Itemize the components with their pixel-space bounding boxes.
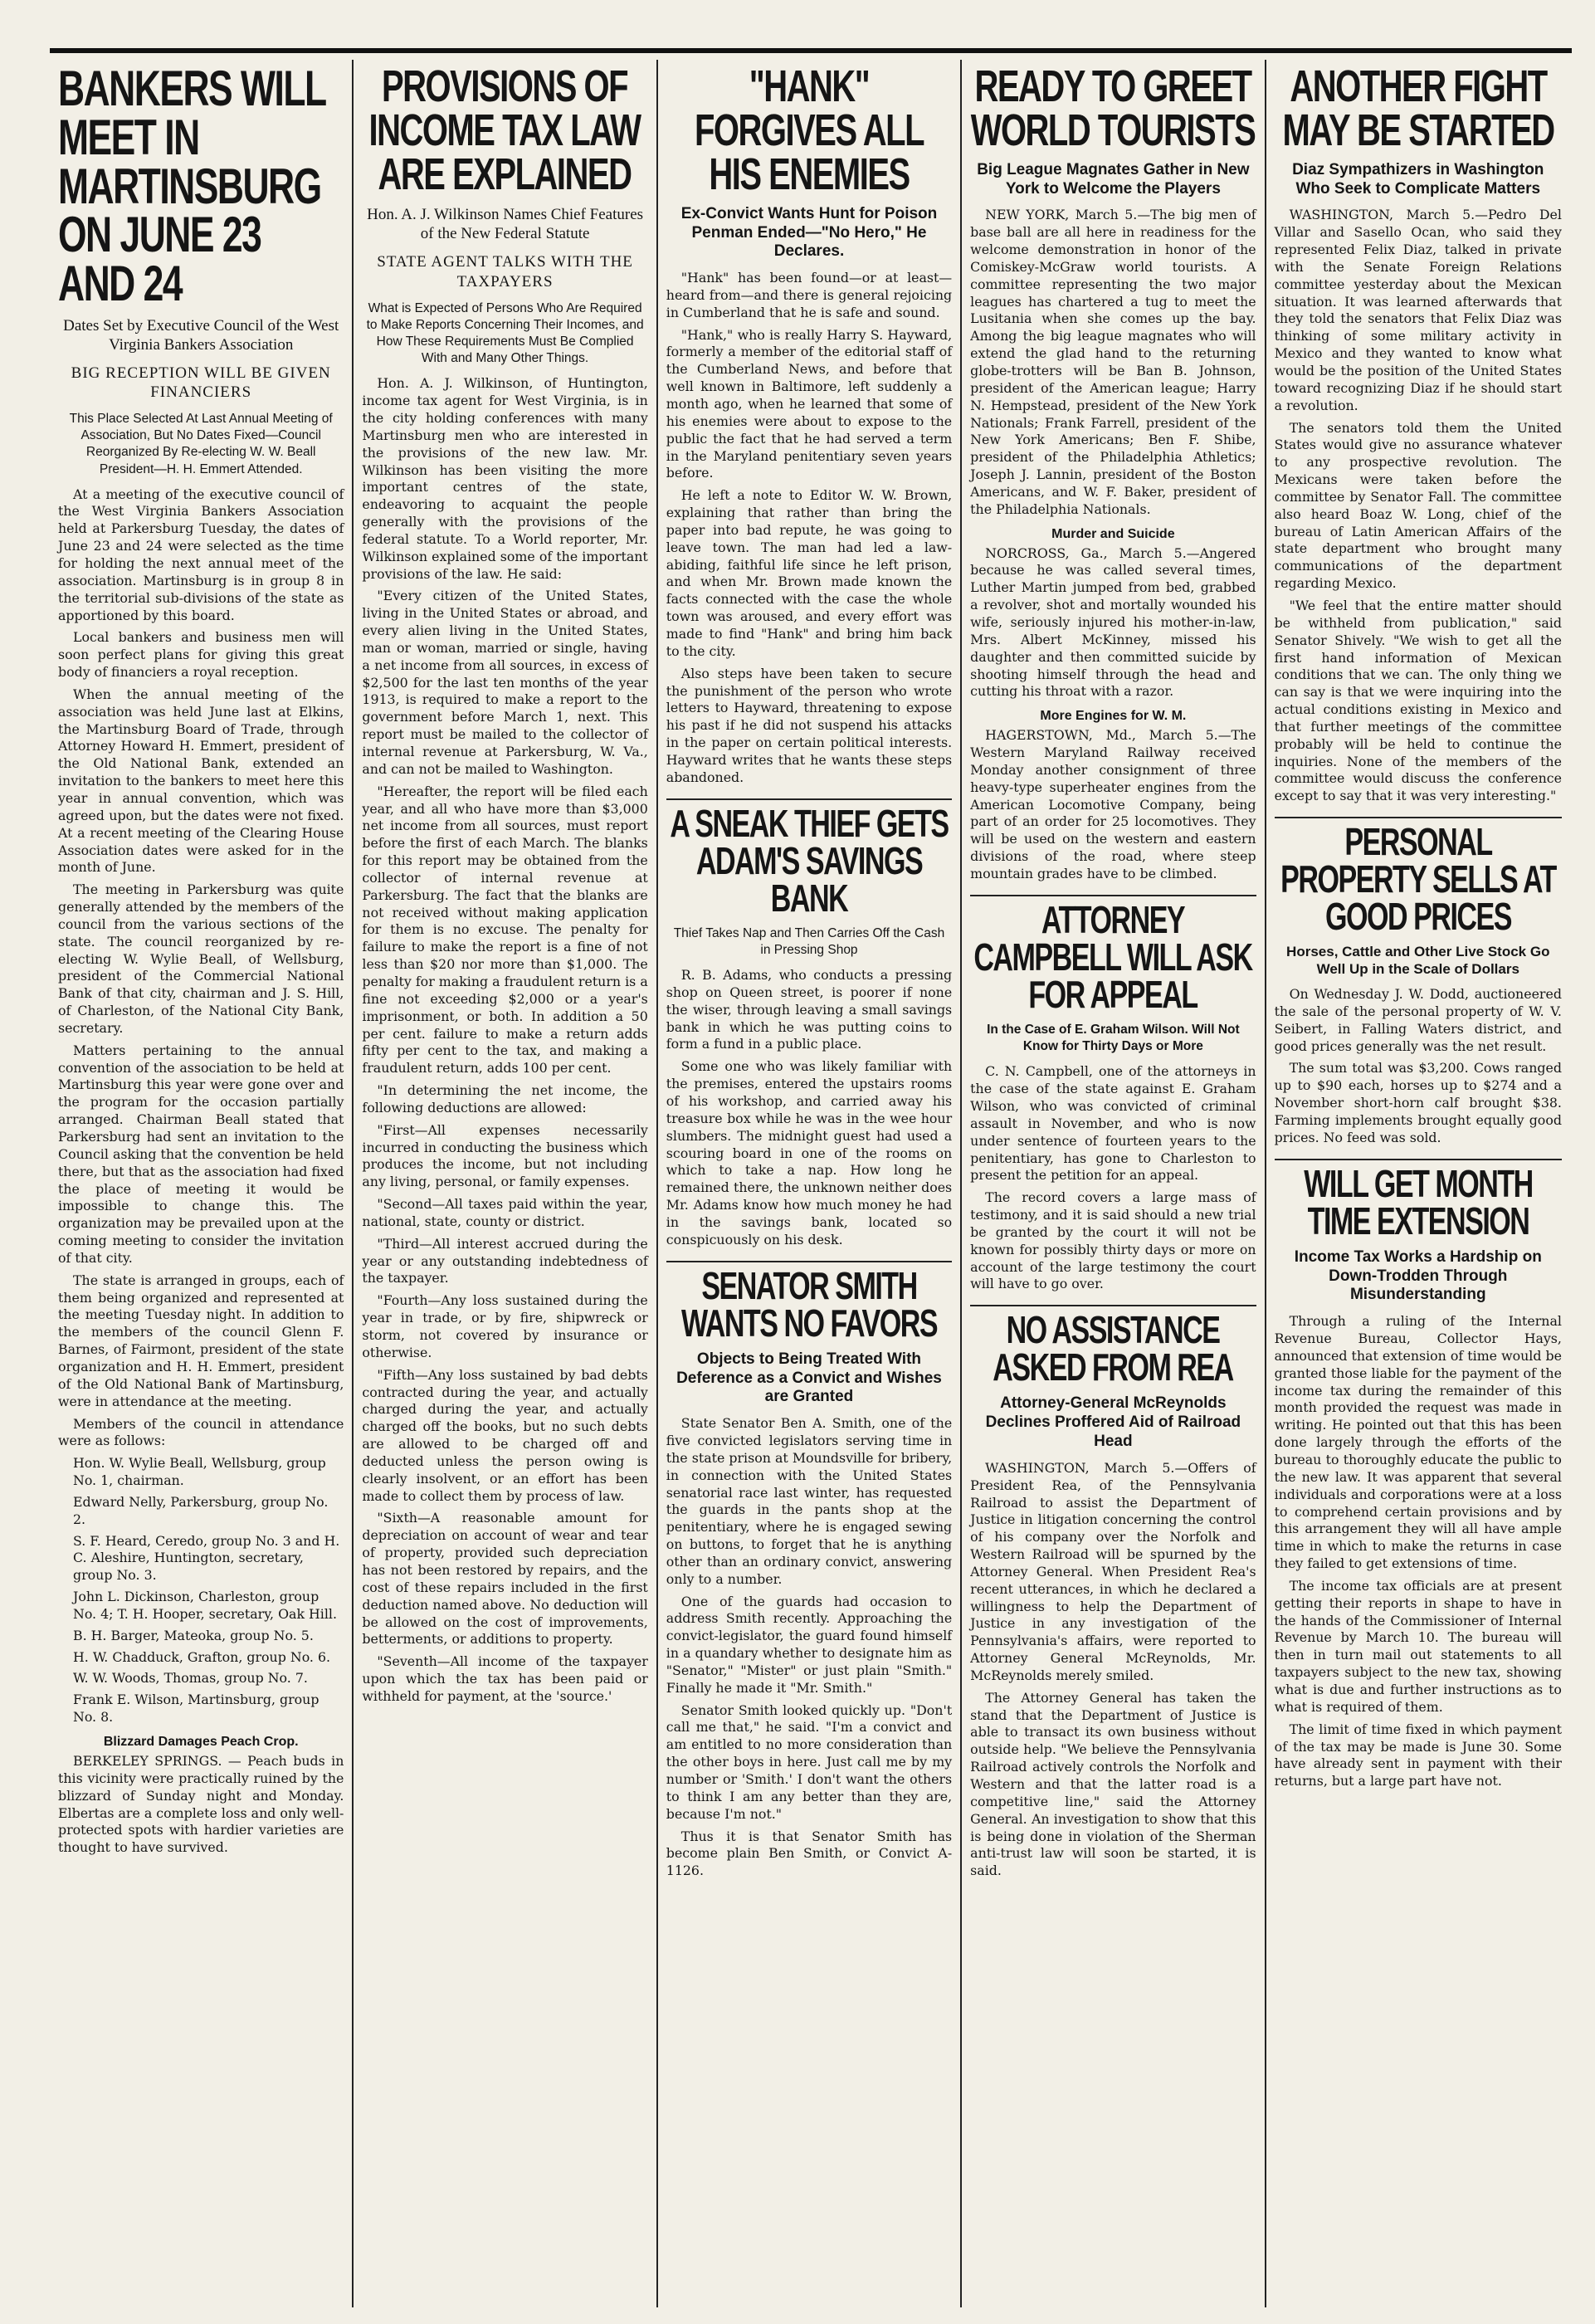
paragraph: Members of the council in attendance were as follows:: [58, 1415, 344, 1449]
paragraph: "Fifth—Any loss sustained by bad debts contracted during the year, and actually charged during the year, and actually charged off the books, but no such debts are allowed to be charged off and deducted unless the person owing is clearly insolvent, or an effort has been made to collect them by process of law.: [362, 1366, 648, 1504]
lede-bankers: This Place Selected At Last Annual Meeting of Association, But No Dates Fixed—Council Reorganized By Re-electing W. W. Beall President—H. H. Emmert Attended.: [69, 412, 333, 476]
lede-attorney-campbell: In the Case of E. Graham Wilson. Will Not Know for Thirty Days or More: [987, 1023, 1240, 1054]
columns: [50, 60, 1570, 2307]
paragraph: The Attorney General has taken the stand that the Department of Justice is able to transact its own business without outside help. "We believe the Pennsylvania Railroad actively controls the Norfolk and Western and that the latter road is a competitive line," said the Attorney General. An investigation to show that this is being done in violation of the Sherman anti-trust law will soon be started, it is said.: [970, 1689, 1256, 1879]
headline-no-assistance: NO ASSISTANCE ASKED FROM REA: [993, 1308, 1233, 1389]
column-4: [962, 60, 1266, 2307]
paragraph: Hon. A. J. Wilkinson, of Huntington, income tax agent for West Virginia, is in the city holding conferences with many Martinsburg men who are interested in the provisions of the new law. Mr. Wilkinson has been visiting the more important centres of the state, endeavoring to acquaint the people generally with the provisions of the federal statute. To a World reporter, Mr. Wilkinson explained some of the important provisions of the law. He said:: [362, 375, 648, 582]
deck-hank: Ex-Convict Wants Hunt for Poison Penman Ended—"No Hero," He Declares.: [680, 204, 938, 261]
subdeck-bankers: BIG RECEPTION WILL BE GIVEN FINANCIERS: [71, 364, 331, 402]
paragraph: "Hank," who is really Harry S. Hayward, formerly a member of the editorial staff of the Cumberland News, and before that well known in Baltimore, left suddenly a month ago, when he learned that some of his enemies were about to expose to the public the fact that he had served a term in the Maryland penitentiary seven years before.: [666, 326, 953, 481]
column-1: [50, 60, 354, 2307]
paragraph: The sum total was $3,200. Cows ranged up to $90 each, horses up to $274 and a November short-horn calf brought $38. Farming implements brought equally good prices. No feed was sold.: [1274, 1060, 1562, 1145]
paragraph: "Second—All taxes paid within the year, national, state, county or district.: [362, 1196, 648, 1229]
paragraph: The income tax officials are at present getting their reports in shape to have in the hands of the Commissioner of Internal Revenue by March 10. The bureau will then in turn mail out statements to all taxpayers subject to the new tax, showing what is due and further instructions as to what is required of them.: [1274, 1577, 1562, 1715]
paragraph: State Senator Ben A. Smith, one of the five convicted legislators serving time in the state prison at Moundsville for bribery, in connection with the United States senatorial race last winter, has requested the guards in the pants shop at the penitentiary, where he is engaged sewing on buttons, to forget that he is anything other than an ordinary convict, answering only to a number.: [666, 1415, 953, 1587]
paragraph: The state is arranged in groups, each of them being organized and represented at the meeting Tuesday night. In addition to the members of the council Glenn F. Barnes, of Fairmont, president of the state organization and H. H. Emmert, president of the Old National Bank of Martinsburg, were in attendance at the meeting.: [58, 1272, 344, 1409]
paragraph: NORCROSS, Ga., March 5.—Angered because he was called several times, Luther Martin jumped from bed, grabbed a revolver, shot and mortally wounded his wife, seriously injured his mother-in-law, Mrs. Albert McKinney, missed his daughter and then committed suicide by shooting himself through the head and cutting his throat with a razor.: [970, 544, 1256, 700]
headline-hank: "HANK" FORGIVES ALL HIS ENEMIES: [694, 61, 924, 199]
subdeck-income-tax: STATE AGENT TALKS WITH THE TAXPAYERS: [377, 253, 633, 290]
paragraph: "Third—All interest accrued during the year or any outstanding indebtedness of the taxpayer.: [362, 1235, 648, 1286]
paragraph: At a meeting of the executive council of the West Virginia Bankers Association held at Parkersburg Tuesday, the dates of June 23 and 24 were selected as the time for holding the next annual meet of the association. Martinsburg is in group 8 in the territorial sub-divisions of the state as apportioned by this board.: [58, 486, 344, 623]
paragraph: HAGERSTOWN, Md., March 5.—The Western Maryland Railway received Monday another consignment of three heavy-type superheater engines from the American Locomotive Company, being part of an order for 25 locomotives. They will be used on the western and eastern divisions of the road, where steep mountain grades have to be climbed.: [970, 727, 1256, 881]
paragraph: WASHINGTON, March 5.—Pedro Del Villar and Sasello Ocan, who said they represented Felix Diaz, talked in private with the Senate Foreign Relations committee yesterday about the Mexican situation. It was learned afterwards that they told the senators that Felix Diaz was thinking of some military activity in Mexico and they wanted to know what would be the position of the United States toward recognizing Diaz if he should start a revolution.: [1274, 207, 1562, 413]
subhead-blizzard: Blizzard Damages Peach Crop.: [103, 1735, 299, 1750]
headline-world-tourists: READY TO GREET WORLD TOURISTS: [970, 61, 1256, 155]
divider: [666, 798, 952, 800]
paragraph: The record covers a large mass of testimony, and it is said should a new trial be granted by the court it will not be known for possibly thirty days or more on account of the large testimony the court will have to go over.: [970, 1189, 1256, 1292]
headline-another-fight: ANOTHER FIGHT MAY BE STARTED: [1282, 61, 1554, 155]
paragraph: Senator Smith looked quickly up. "Don't call me that," he said. "I'm a convict and am entitled to no more consideration than the other boys in here. Just call me by my number or 'Smith.' I don't want the others to think I am any better than they are, because I'm not.": [666, 1702, 953, 1822]
paragraph: Also steps have been taken to secure the punishment of the person who wrote letters to Hayward, threatening to expose his past if he did not suspend his attacks in the paper on certain political interests. Hayward writes that he wants these steps abandoned.: [666, 665, 953, 785]
masthead-rule: [50, 48, 1572, 53]
deck-bankers: Dates Set by Executive Council of the West Virginia Bankers Association: [63, 316, 339, 354]
paragraph: BERKELEY SPRINGS. — Peach buds in this vicinity were practically ruined by the blizzard of Sunday night and Monday. Elbertas are a complete loss and only well-protected spots with hardier varieties are thought to have survived.: [58, 1753, 344, 1856]
deck-senator-smith: Objects to Being Treated With Deference as a Convict and Wishes are Granted: [676, 1350, 942, 1406]
column-5: [1266, 60, 1570, 2307]
member-item: Frank E. Wilson, Martinsburg, group No. 8.: [73, 1692, 319, 1726]
member-item: Hon. W. Wylie Beall, Wellsburg, group No. 1, chairman.: [73, 1455, 326, 1489]
paragraph: WASHINGTON, March 5.—Offers of President Rea, of the Pennsylvania Railroad to assist the Department of Justice in litigation concerning the control of his company over the Norfolk and Western Railroad will be spurned by the Attorney General. When President Rea's recent utterances, in which he declared a willingness to help the Department of Justice in any investigation of the Pennsylvania's affairs, were reported to Attorney General McReynolds, Mr. McReynolds merely smiled.: [970, 1459, 1256, 1683]
deck-world-tourists: Big League Magnates Gather in New York to Welcome the Players: [977, 160, 1250, 198]
deck-personal-property: Horses, Cattle and Other Live Stock Go Well Up in the Scale of Dollars: [1286, 944, 1550, 977]
paragraph: Through a ruling of the Internal Revenue Bureau, Collector Hays, announced that extension of time would be granted those liable for the payment of the income tax during the remainder of this month provided the request was made in writing. He pointed out that this has been done largely through the efforts of the bureau to thoroughly educate the public to the new law. It was apparent that several individuals and corporations were at a loss to comprehend certain provisions and by this arrangement they will all have ample time in which to make the returns in case they failed to get extensions of time.: [1274, 1313, 1562, 1572]
paragraph: "Seventh—All income of the taxpayer upon which the tax has been paid or withheld for payment, at the 'source.': [362, 1653, 648, 1704]
divider: [1275, 817, 1562, 818]
paragraph: C. N. Campbell, one of the attorneys in the case of the state against E. Graham Wilson, who was convicted of criminal assault in November, and who is now under sentence of fourteen years to the penitentiary, has gone to Charleston to present the petition for an appeal.: [970, 1063, 1256, 1184]
member-item: S. F. Heard, Ceredo, group No. 3 and H. C. Aleshire, Huntington, secretary, group No. 3.: [73, 1532, 340, 1584]
paragraph: "Sixth—A reasonable amount for depreciation on account of wear and tear of property, provided such depreciation has not been restored by repairs, and the cost of these repairs included in the first deduction named above. No deduction will be allowed on the cost of improvements, betterments, or additions to property.: [362, 1510, 648, 1648]
deck-time-extension: Income Tax Works a Hardship on Down-Trodden Through Misunderstanding: [1294, 1247, 1542, 1304]
column-3: [658, 60, 962, 2307]
subhead-engines: More Engines for W. M.: [1040, 709, 1187, 724]
headline-personal-property: PERSONAL PROPERTY SELLS AT GOOD PRICES: [1280, 820, 1556, 939]
paragraph: NEW YORK, March 5.—The big men of base ball are all here in readiness for the welcome demonstration in honor of the Comiskey-McGraw world tourists. A committee representing the two major leagues has chartered a tug to meet the Lusitania when she comes up the bay. Among the big league magnates who will extend the glad hand to the returning globe-trotters will be Ban B. Johnson, president of the American league; Harry N. Hempstead, president of the New York Nationals; Frank Farrell, president of the New York Americans; Ben F. Shibe, president of the Philadelphia Athletics; Joseph J. Lannin, president of the Boston Americans, and W. F. Baker, president of the Philadelphia Nationals.: [970, 207, 1256, 517]
subhead-murder: Murder and Suicide: [1051, 526, 1175, 541]
deck-income-tax: Hon. A. J. Wilkinson Names Chief Features of the New Federal Statute: [367, 205, 644, 243]
headline-attorney-campbell: ATTORNEY CAMPBELL WILL ASK FOR APPEAL: [973, 897, 1252, 1016]
headline-bankers: BANKERS WILL MEET IN MARTINSBURG ON JUNE 23 AND 24: [58, 61, 325, 312]
paragraph: Thus it is that Senator Smith has become plain Ben Smith, or Convict A-1126.: [666, 1828, 953, 1879]
divider: [666, 1261, 952, 1262]
member-item: B. H. Barger, Mateoka, group No. 5.: [73, 1627, 314, 1643]
paragraph: "We feel that the entire matter should be withheld from publication," said Senator Shively. "We wish to get all the first hand information of Mexican conditions that we can. The only thing we can say is that we were inquiring into the actual conditions existing in Mexico and that further meetings of the committee probably will be held to continue the inquiries. None of the members of the committee would discuss the conference except to say that it was very interesting.": [1274, 597, 1562, 804]
paragraph: One of the guards had occasion to address Smith recently. Approaching the convict-legislator, the guard found himself in a quandary whether to designate him as "Senator," "Mister" or just plain "Smith." Finally he made it "Mr. Smith.": [666, 1593, 953, 1696]
deck-another-fight: Diaz Sympathizers in Washington Who Seek to Complicate Matters: [1292, 160, 1544, 198]
paragraph: Local bankers and business men will soon perfect plans for giving this great body of financiers a royal reception.: [58, 629, 344, 681]
paragraph: R. B. Adams, who conducts a pressing shop on Queen street, is poorer if none the wiser, through leaving a small savings bank in which he was putting coins to form a fund in a public place.: [666, 967, 953, 1052]
divider: [1275, 1159, 1562, 1160]
headline-time-extension: WILL GET MONTH TIME EXTENSION: [1303, 1161, 1533, 1243]
headline-income-tax: PROVISIONS OF INCOME TAX LAW ARE EXPLAINED: [368, 61, 641, 199]
column-2: [354, 60, 657, 2307]
headline-senator-smith: SENATOR SMITH WANTS NO FAVORS: [680, 1263, 937, 1345]
member-item: H. W. Chadduck, Grafton, group No. 6.: [73, 1648, 331, 1665]
divider: [970, 1305, 1256, 1306]
paragraph: The senators told them the United States would give no assurance whatever to any prospective revolution. The Mexicans were taken before the committee by Senator Fall. The committee also heard Boaz W. Long, chief of the bureau of Latin American Affairs of the state department who brought many communications of the department regarding Mexico.: [1274, 419, 1562, 592]
paragraph: The limit of time fixed in which payment of the tax may be made is June 30. Some have already sent in payment with their returns, but a large part have not.: [1274, 1721, 1562, 1789]
lede-income-tax: What is Expected of Persons Who Are Required to Make Reports Concerning Their Incomes, and How These Requirements Must Be Complied With and Many Other Things.: [366, 300, 644, 366]
paragraph: Matters pertaining to the annual convention of the association to be held at Martinsburg this year were gone over and the program for the occasion partially arranged. Chairman Beall stated that Parkersburg had sent an invitation to the Council asking that the convention be held there, but that as the association had fixed the place of meeting it would be impossible to change this. The organization may be prevailed upon at the coming meeting to consider the invitation of that city.: [58, 1042, 344, 1266]
deck-no-assistance: Attorney-General McReynolds Declines Proffered Aid of Railroad Head: [985, 1394, 1241, 1451]
paragraph: On Wednesday J. W. Dodd, auctioneered the sale of the personal property of W. V. Seibert, in Falling Waters district, and good prices generally was the net result.: [1274, 986, 1562, 1054]
paragraph: Some one who was likely familiar with the premises, entered the upstairs rooms of his workshop, and carried away his treasure box while he was in the wee hour slumbers. The midnight guest had used a scouring board in one of the rooms on which to take a nap. How long he remained there, the unknown neither does Mr. Adams know how much money he had in the savings bank, located so conspicuously on his desk.: [666, 1058, 953, 1247]
paragraph: He left a note to Editor W. W. Brown, explaining that rather than bring the paper into bad repute, he was going to leave town. The man had led a law-abiding, faithful life since he left prison, and when Mr. Brown made known the facts connected with the case the whole town was aroused, and every effort was made to find "Hank" and bring him back to the city.: [666, 487, 953, 659]
paragraph: "Hank" has been found—or at least—heard from—and there is general rejoicing in Cumberland that he is safe and sound.: [666, 270, 953, 320]
lede-sneak-thief: Thief Takes Nap and Then Carries Off the Cash in Pressing Shop: [673, 925, 945, 957]
paragraph: "In determining the net income, the following deductions are allowed:: [362, 1082, 648, 1116]
member-item: W. W. Woods, Thomas, group No. 7.: [73, 1670, 308, 1687]
paragraph: "Fourth—Any loss sustained during the year in trade, or by fire, shipwreck or storm, not covered by insurance or otherwise.: [362, 1292, 648, 1360]
paragraph: When the annual meeting of the association was held June last at Elkins, the Martinsburg Board of Trade, through Attorney Howard H. Emmert, president of the Old National Bank, extended an invitation to the bankers to meet here this year in annual convention, which was agreed upon, but the dates were not fixed. At a recent meeting of the Clearing House Association dates were asked for in the month of June.: [58, 686, 344, 876]
divider: [970, 895, 1256, 896]
paragraph: The meeting in Parkersburg was quite generally attended by the members of the council from the various sections of the state. The council reorganized by re-electing W. Wylie Beall, of Wellsburg, president of the Commercial National Bank of that city, chairman and J. S. Hill, of Charleston, of the National City Bank, secretary.: [58, 881, 344, 1036]
paragraph: "Every citizen of the United States, living in the United States or abroad, and every alien living in the United States, man or woman, married or single, having a net income from all sources, in excess of $2,500 for the last ten months of the year 1913, is required to make a report to the government before March 1, next. This report must be mailed to the collector of internal revenue at Parkersburg, W. Va., and can not be mailed to Washington.: [362, 588, 648, 777]
member-item: John L. Dickinson, Charleston, group No. 4; T. H. Hooper, secretary, Oak Hill.: [73, 1589, 337, 1622]
headline-sneak-thief: A SNEAK THIEF GETS ADAM'S SAVINGS BANK: [670, 801, 949, 920]
paragraph: "First—All expenses necessarily incurred in conducting the business which produces the income, but not including any living, personal, or family expenses.: [362, 1121, 648, 1190]
member-item: Edward Nelly, Parkersburg, group No. 2.: [73, 1493, 329, 1527]
paragraph: "Hereafter, the report will be filed each year, and all who have more than $3,000 net income from all sources, must report before the first of each March. The blanks for this report may be obtained from the collector of internal revenue at Parkersburg. The fact that the blanks are not received without making application for them is no excuse. The penalty for failure to make the report is a fine of not less than $20 nor more than $1,000. The penalty for making a fraudulent return is a fine not exceeding $2,000 or a year's imprisonment, or both. In addition a 50 per cent. failure to make a return adds fifty per cent to the tax, and making a fraudulent return, adds 100 per cent.: [362, 783, 648, 1077]
